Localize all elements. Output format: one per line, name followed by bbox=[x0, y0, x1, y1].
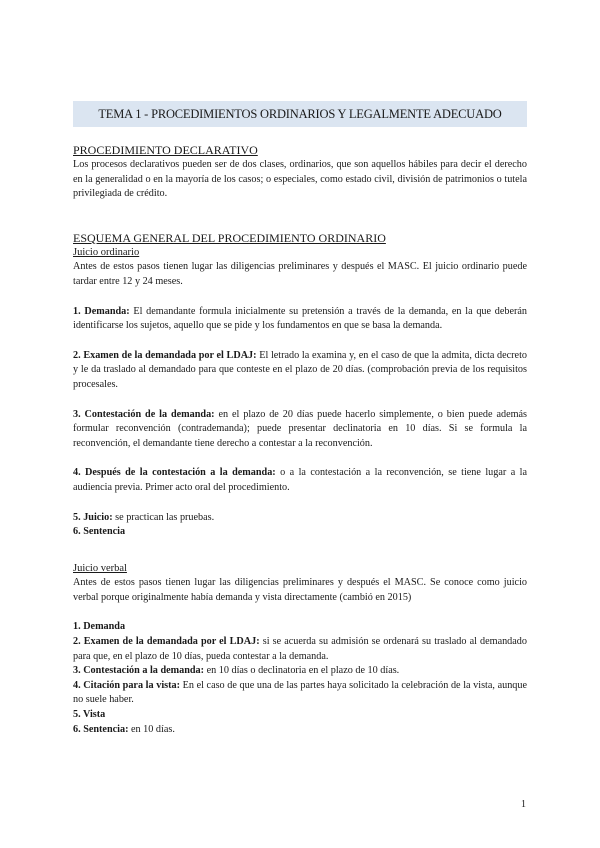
document-body bbox=[73, 142, 527, 737]
intro-juicio-verbal: Antes de estos pasos tienen lugar las diligencias preliminares y después el MASC. Se conoce como juicio verbal porque originalmente había demanda y vista directamente (cambió en 2015) bbox=[73, 577, 527, 603]
page-number: 1 bbox=[521, 799, 526, 810]
verbal-step-6 bbox=[73, 723, 527, 738]
step-text: En el caso de que una de las partes haya solicitado la celebración de la vista, aunque no suele haber. bbox=[73, 679, 527, 706]
verbal-step-1 bbox=[73, 620, 527, 635]
ordinario-step-5 bbox=[73, 511, 527, 526]
step-label: 6. Sentencia: bbox=[73, 723, 129, 735]
step-label: 6. Sentencia bbox=[73, 526, 126, 538]
step-label: 1. Demanda bbox=[73, 621, 126, 633]
section-heading-esquema-general: ESQUEMA GENERAL DEL PROCEDIMIENTO ORDINARIO bbox=[73, 230, 386, 245]
step-text: El demandante formula inicialmente su pretensión a través de la demanda, en la que deberán identificarse los sujetos, aquello que se pide y los fundamentos en que se basa la demanda. bbox=[73, 305, 527, 332]
step-text: en 10 días o declinatoria en el plazo de 10 días. bbox=[204, 665, 400, 677]
step-text: El letrado la examina y, en el caso de que la admita, dicta decreto y le da traslado al demandado para que conteste en el plazo de 20 días. (comprobación previa de los requisitos procesales. bbox=[73, 349, 527, 390]
verbal-step-2 bbox=[73, 635, 527, 664]
step-label: 5. Juicio: bbox=[73, 511, 113, 523]
intro-juicio-ordinario: Antes de estos pasos tienen lugar las diligencias preliminares y después el MASC. El juicio ordinario puede tardar entre 12 y 24 meses. bbox=[73, 261, 527, 287]
subheading-juicio-ordinario: Juicio ordinario bbox=[73, 246, 140, 258]
step-text: en el plazo de 20 días puede hacerlo simplemente, o bien puede además formular reconvención (contrademanda); puede presentar declinatoria en 10 días. Si se formula la reconvención, el demandante tiene derecho a contestar a la reconvención. bbox=[73, 408, 527, 449]
section-heading-procedimiento-declarativo: PROCEDIMIENTO DECLARATIVO bbox=[73, 143, 258, 157]
verbal-step-5 bbox=[73, 708, 527, 723]
step-label: 2. Examen de la demandada por el LDAJ: bbox=[73, 636, 260, 648]
step-label: 2. Examen de la demandada por el LDAJ: bbox=[73, 349, 257, 361]
ordinario-step-1 bbox=[73, 305, 527, 334]
step-label: 4. Después de la contestación a la demanda: bbox=[73, 467, 276, 479]
verbal-step-4 bbox=[73, 679, 527, 708]
page-title: TEMA 1 - PROCEDIMIENTOS ORDINARIOS Y LEGALMENTE ADECUADO bbox=[73, 101, 527, 127]
step-label: 3. Contestación de la demanda: bbox=[73, 408, 215, 420]
step-label: 1. Demanda: bbox=[73, 305, 130, 317]
step-label: 3. Contestación a la demanda: bbox=[73, 665, 205, 677]
step-text: en 10 días. bbox=[128, 723, 175, 735]
verbal-step-3 bbox=[73, 664, 527, 679]
section-text-procedimiento-declarativo: Los procesos declarativos pueden ser de dos clases, ordinarios, que son aquellos hábiles para decir el derecho en la generalidad o en la mayoría de los casos; o especiales, como estado civil, división de patrimonios o tutela privilegiada de crédito. bbox=[73, 159, 527, 200]
ordinario-step-2 bbox=[73, 349, 527, 393]
ordinario-step-3 bbox=[73, 408, 527, 452]
step-label: 5. Vista bbox=[73, 709, 106, 721]
ordinario-step-4 bbox=[73, 466, 527, 495]
step-label: 4. Citación para la vista: bbox=[73, 679, 180, 691]
subheading-juicio-verbal: Juicio verbal bbox=[73, 562, 127, 574]
step-text: se practican las pruebas. bbox=[112, 511, 215, 523]
ordinario-step-6 bbox=[73, 525, 527, 540]
step-text: o a la contestación a la reconvención, se tiene lugar a la audiencia previa. Primer acto oral del procedimiento. bbox=[73, 467, 527, 493]
step-text: si se acuerda su admisión se ordenará su traslado al demandado para que, en el plazo de 10 días, pueda contestar a la demanda. bbox=[73, 636, 527, 662]
